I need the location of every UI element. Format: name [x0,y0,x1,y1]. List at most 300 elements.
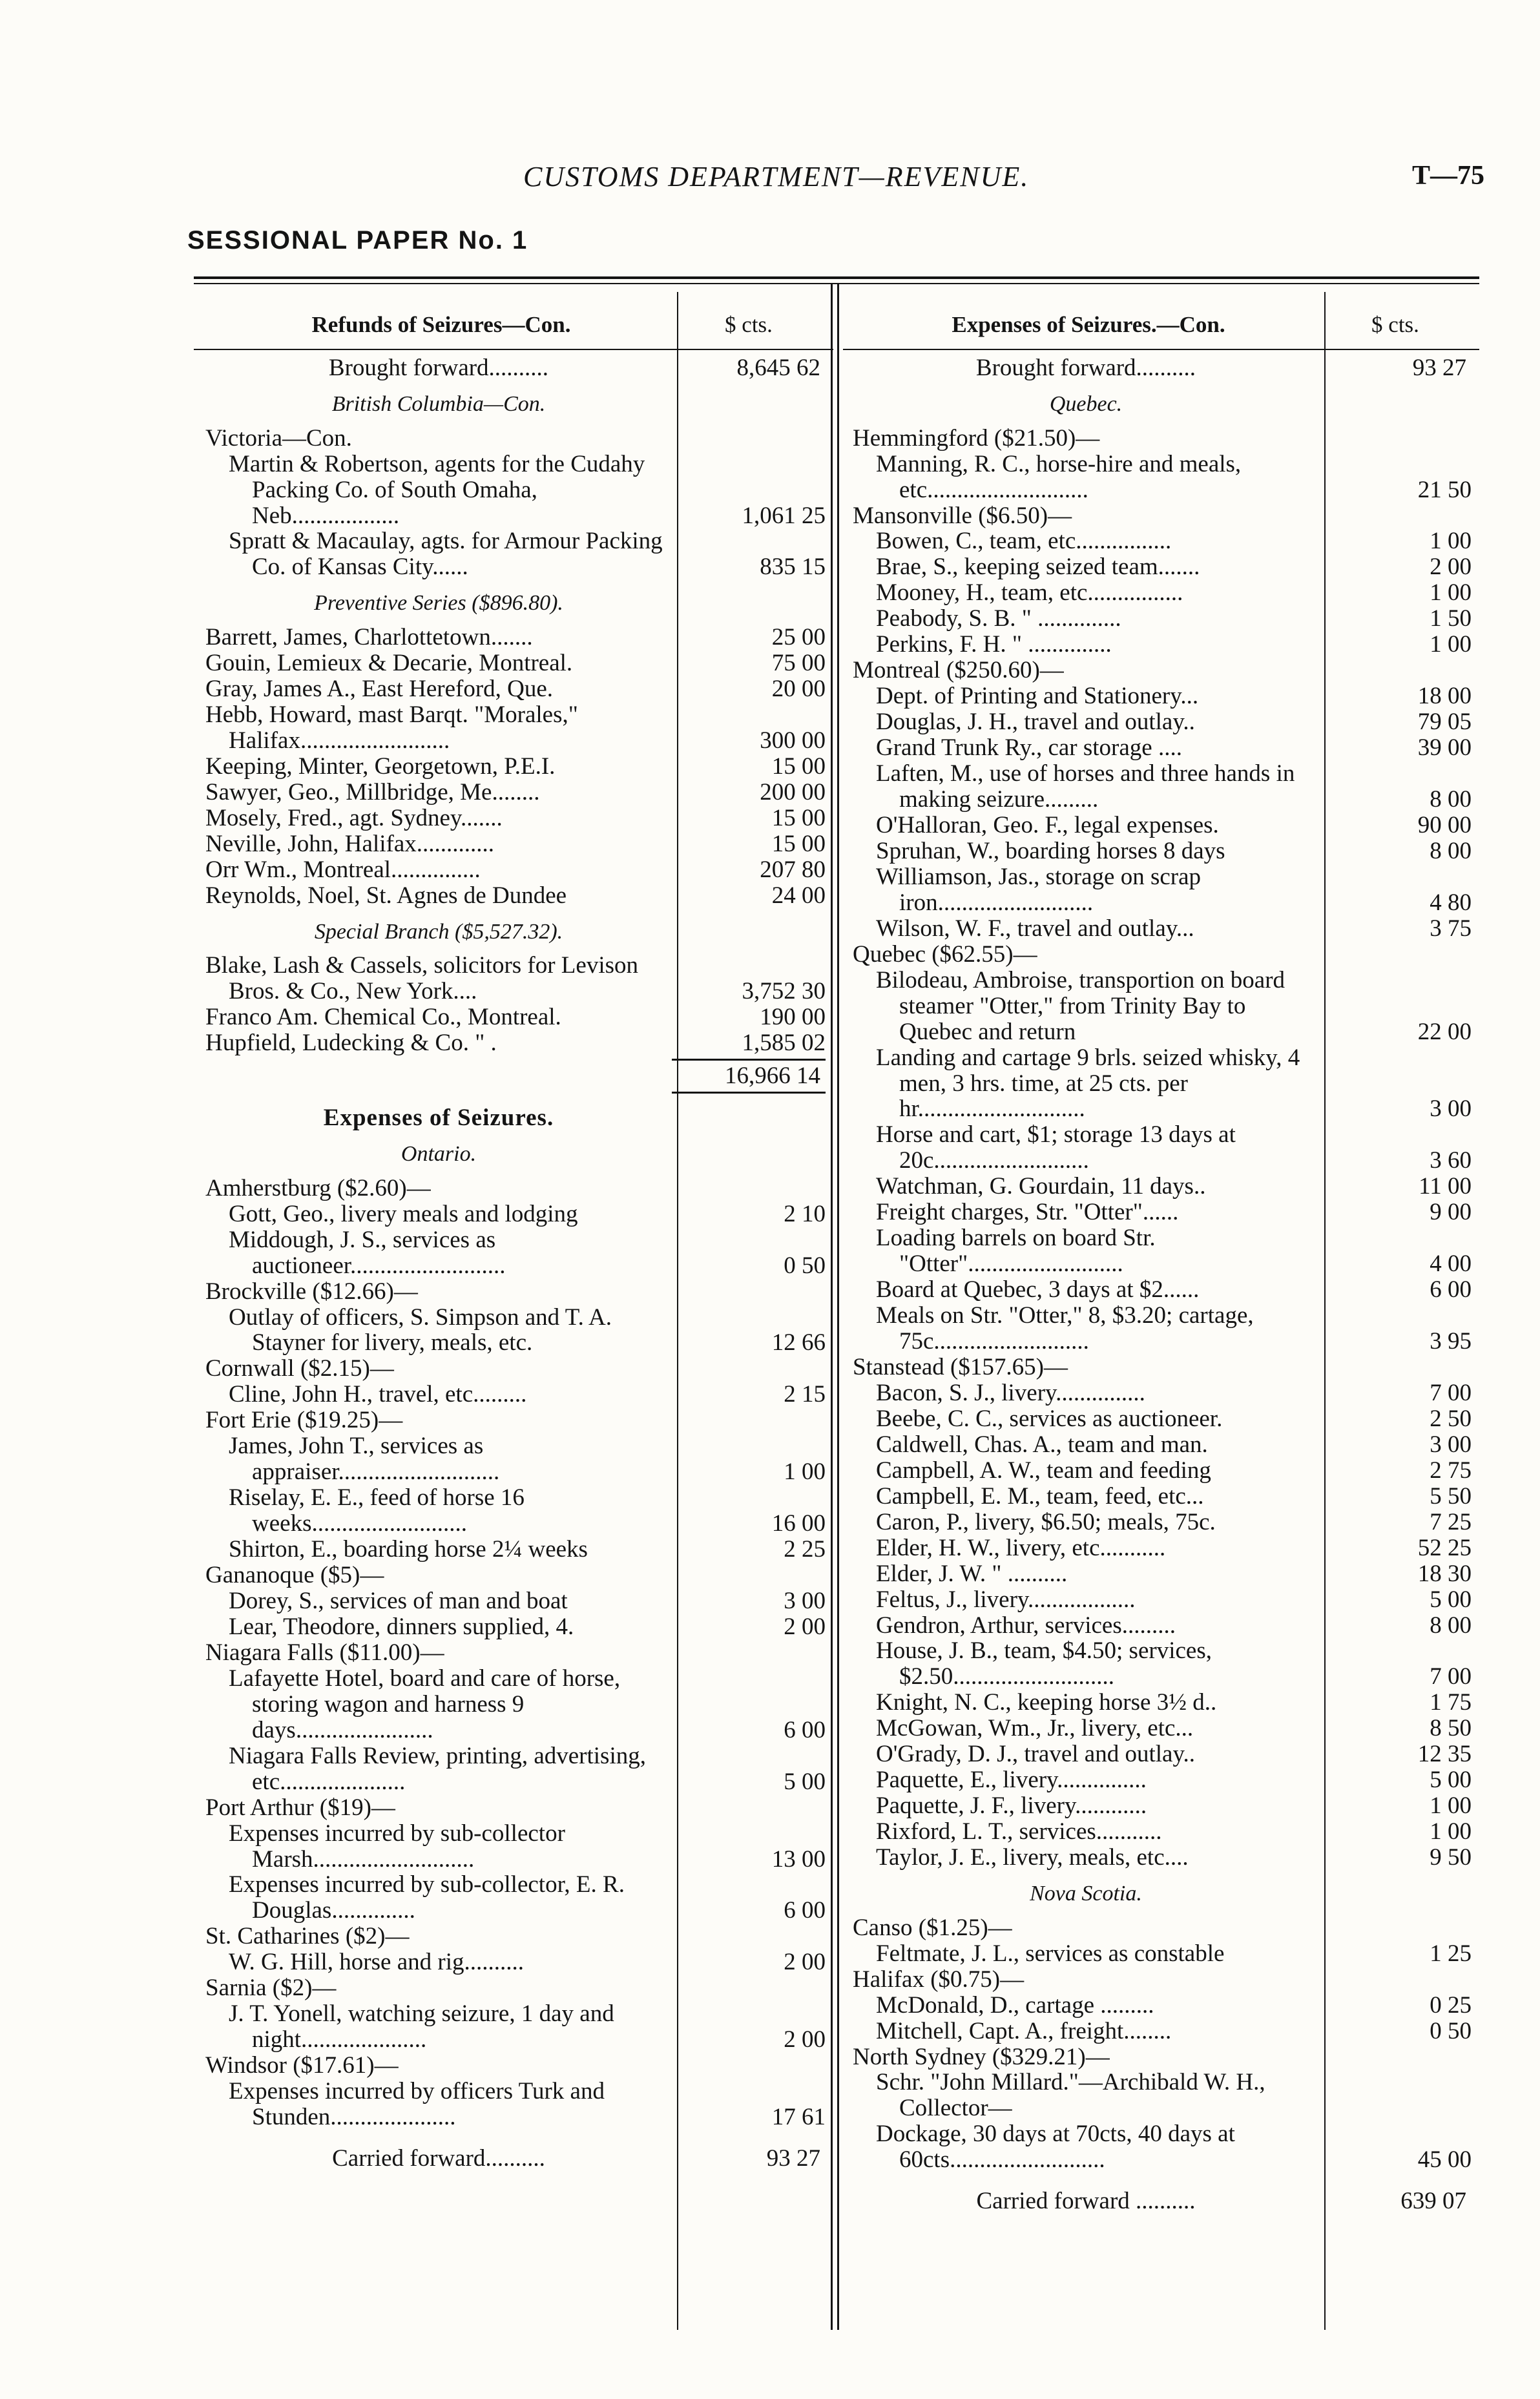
ledger-row-amount: 8,645 62 [736,355,820,381]
ledger-row-amount: 16 00 [771,1510,826,1537]
ledger-row-amount: 52 25 [1417,1534,1472,1561]
ledger-row-amount: 18 00 [1417,683,1472,710]
left-column-heading-row [205,292,831,349]
ledger-row-description: Sawyer, Geo., Millbridge, Me........ [205,778,540,805]
ledger-row-description: Gananoque ($5)— [205,1562,384,1589]
ledger-row [853,761,1477,813]
ledger-row-description: Brockville ($12.66)— [205,1278,418,1305]
ledger-row-description: Spruhan, W., boarding horses 8 days [876,837,1225,864]
ledger-row-description: Laften, M., use of horses and three hands in making seizure......... [876,760,1295,813]
right-column [853,292,1477,2214]
ledger-row-description: Gouin, Lemieux & Decarie, Montreal. [205,650,573,677]
ledger-row-description: Middough, J. S., services as auctioneer.......................... [229,1226,506,1279]
ledger-row-description: Bowen, C., team, etc................ [876,528,1172,555]
ledger-row-amount: 15 00 [771,804,826,831]
ledger-row-description: Carried forward.......... [332,2145,545,2172]
ledger-row-description: Watchman, G. Gourdain, 11 days.. [876,1173,1206,1200]
ledger-row [205,1563,831,1588]
ledger-row-description: Reynolds, Noel, St. Agnes de Dundee [205,882,567,909]
ledger-row-description: Brae, S., keeping seized team....... [876,554,1200,581]
ledger-row-description: Beebe, C. C., services as auctioneer. [876,1405,1223,1432]
ledger-row-description: Freight charges, Str. "Otter"...... [876,1199,1179,1226]
ledger-row [853,393,1477,417]
ledger-row-amount: 3,752 30 [742,978,826,1005]
ledger-row [205,393,831,417]
ledger-row [853,580,1477,606]
ledger-row [853,1277,1477,1303]
ledger-row [853,1690,1477,1716]
ledger-row [853,1045,1477,1123]
ledger-row [853,1915,1477,1941]
ledger-row [853,683,1477,709]
ledger-row-amount: 2 15 [784,1381,826,1408]
ledger-row-amount: 45 00 [1417,2146,1472,2174]
ledger-row-amount: 3 00 [784,1588,826,1614]
ledger-row-description: Bilodeau, Ambroise, transportion on board steamer "Otter," from Trinity Bay to Quebec and return [876,966,1285,1045]
ledger-row [205,1279,831,1305]
ledger-row-description: Victoria—Con. [205,424,352,452]
ledger-row [853,1819,1477,1845]
ledger-row-amount: 0 50 [1430,2017,1472,2044]
ledger-row [205,1382,831,1407]
ledger-row [205,2146,831,2172]
ledger-row [853,2019,1477,2044]
ledger-row-description: Special Branch ($5,527.32). [314,919,563,944]
ledger-row-amount: 2 10 [784,1200,826,1227]
ledger-row-description: Rixford, L. T., services........... [876,1818,1162,1845]
ledger-row-description: Niagara Falls ($11.00)— [205,1639,444,1666]
ledger-row [205,2053,831,2079]
ledger-row [205,1821,831,1873]
ledger-row-amount: 3 60 [1430,1147,1472,1174]
ledger-row-description: Riselay, E. E., feed of horse 16 weeks.......................... [229,1484,525,1537]
ledger-row [205,625,831,650]
ledger-row [205,1795,831,1821]
ledger-row [853,864,1477,916]
ledger-row [205,426,831,452]
ledger-row [205,528,831,580]
ledger-row [205,2001,831,2053]
ledger-row [853,1882,1477,1906]
ledger-row-amount: 0 25 [1430,1991,1472,2019]
ledger-row-amount: 1 00 [784,1459,826,1486]
ledger-row [853,426,1477,452]
ledger-row-description: House, J. B., team, $4.50; services, $2.50........................... [876,1637,1212,1690]
ledger-row-amount: 13 00 [771,1845,826,1873]
top-rule-thick [194,276,1479,279]
ledger-row-description: Taylor, J. E., livery, meals, etc.... [876,1844,1189,1871]
ledger-row [205,650,831,676]
ledger-row-description: Port Arthur ($19)— [205,1794,395,1821]
ledger-row [853,1484,1477,1510]
ledger-row-amount: 8 00 [1430,786,1472,813]
ledger-row-description: Brought forward.......... [328,355,549,381]
ledger-row [205,883,831,909]
ledger-row-description: Expenses incurred by sub-collector, E. R. Douglas.............. [229,1871,625,1924]
ledger-row [853,1355,1477,1380]
ledger-row-description: Expenses incurred by officers Turk and Stunden..................... [229,2078,605,2131]
ledger-row [205,1201,831,1227]
ledger-row-description: Montreal ($250.60)— [853,657,1064,684]
ledger-row-amount: 1,061 25 [742,502,826,529]
ledger-row-amount: 835 15 [760,554,826,581]
ledger-row-amount: 22 00 [1417,1018,1472,1045]
ledger-row-description: Wilson, W. F., travel and outlay... [876,915,1194,942]
ledger-row-amount: 7 00 [1430,1379,1472,1406]
ledger-row [205,857,831,883]
ledger-row-amount: 17 61 [771,2104,826,2131]
ledger-row-description: Blake, Lash & Cassels, solicitors for Levison Bros. & Co., New York.... [205,952,639,1005]
ledger-row-description: Feltus, J., livery.................. [876,1586,1136,1613]
ledger-row-description: Brought forward.......... [975,355,1196,381]
ledger-row-amount: 2 25 [784,1536,826,1563]
ledger-row-amount: 1 50 [1430,605,1472,632]
ledger-row-description: Keeping, Minter, Georgetown, P.E.I. [205,753,556,780]
ledger-row [853,658,1477,683]
ledger-row-amount: 93 27 [1412,355,1466,381]
ledger-row-description: Nova Scotia. [1030,1882,1142,1906]
ledger-row-description: Mitchell, Capt. A., freight........ [876,2017,1172,2044]
ledger-row [853,1716,1477,1741]
ledger-row [205,1614,831,1640]
ledger-row-description: Barrett, James, Charlottetown....... [205,624,533,651]
ledger-row-amount: 3 75 [1430,915,1472,942]
ledger-row-amount: 1 00 [1430,1792,1472,1820]
running-header-title: CUSTOMS DEPARTMENT—REVENUE. [523,161,1030,192]
ledger-row-description: North Sydney ($329.21)— [853,2043,1110,2070]
ledger-row-amount: 15 00 [771,830,826,857]
ledger-row [853,813,1477,838]
ledger-row [853,968,1477,1045]
ledger-row [205,2079,831,2130]
ledger-row-description: Knight, N. C., keeping horse 3½ d.. [876,1689,1217,1716]
ledger-row-description: Hupfield, Ludecking & Co. " . [205,1030,497,1057]
ledger-row [853,1380,1477,1406]
ledger-row [853,1613,1477,1639]
ledger-row-amount: 5 00 [784,1768,826,1795]
ledger-row-description: Feltmate, J. L., services as constable [876,1940,1225,1967]
ledger-row [205,1485,831,1537]
ledger-row [853,1174,1477,1200]
ledger-row [205,1872,831,1924]
ledger-row [853,1432,1477,1458]
ledger-row [853,1767,1477,1793]
ledger-row-amount: 20 00 [771,676,826,703]
ledger-row-amount: 11 00 [1419,1173,1472,1200]
ledger-row [205,754,831,780]
ledger-row-amount: 8 50 [1430,1715,1472,1742]
ledger-row-amount: 200 00 [760,778,826,805]
ledger-row [853,1303,1477,1355]
ledger-row [205,1004,831,1030]
ledger-row-description: Stanstead ($157.65)— [853,1353,1068,1380]
left-column [205,292,831,2172]
ledger-row-description: W. G. Hill, horse and rig.......... [229,1949,524,1976]
ledger-row [853,1741,1477,1767]
ledger-row-description: Cornwall ($2.15)— [205,1355,394,1382]
ledger-row [205,1356,831,1382]
ledger-row-description: Campbell, E. M., team, feed, etc... [876,1482,1204,1510]
ledger-row-description: Dept. of Printing and Stationery... [876,683,1199,710]
ledger-row-description: Campbell, A. W., team and feeding [876,1457,1211,1484]
right-column-rows [853,355,1477,2214]
ledger-row-amount: 5 00 [1430,1767,1472,1794]
ledger-row-description: Schr. "John Millard."—Archibald W. H., Collector— [876,2069,1265,2122]
ledger-row-amount: 9 50 [1430,1844,1472,1871]
ledger-row [853,1793,1477,1819]
ledger-row-amount: 1 00 [1430,631,1472,658]
right-column-heading: Expenses of Seizures.—Con. [952,312,1225,337]
ledger-row-description: St. Catharines ($2)— [205,1923,410,1950]
ledger-row-description: Elder, H. W., livery, etc........... [876,1534,1166,1561]
ledger-row [205,805,831,831]
ledger-row-description: Expenses incurred by sub-collector Marsh........................... [229,1820,565,1873]
ledger-row-amount: 18 30 [1417,1560,1472,1587]
ledger-row-amount: 5 00 [1430,1586,1472,1613]
ledger-row [205,1537,831,1563]
ledger-row [205,780,831,805]
ledger-row-description: Windsor ($17.61)— [205,2052,399,2079]
center-rule-b [837,284,839,2330]
ledger-row-description: Caron, P., livery, $6.50; meals, 75c. [876,1508,1216,1535]
ledger-row-amount: 15 00 [771,753,826,780]
left-column-rows [205,355,831,2172]
ledger-row-amount: 2 75 [1430,1457,1472,1484]
ledger-row-description: Neville, John, Halifax............. [205,830,494,857]
ledger-row-description: James, John T., services as appraiser........................... [229,1433,500,1486]
ledger-row [853,1458,1477,1484]
ledger-row-description: Paquette, E., livery............... [876,1767,1147,1794]
ledger-row-amount: 6 00 [784,1716,826,1743]
ledger-row-description: British Columbia—Con. [331,391,546,416]
ledger-row-amount: 1 00 [1430,528,1472,555]
ledger-row-amount: 90 00 [1417,811,1472,838]
ledger-row-amount: 39 00 [1417,734,1472,762]
ledger-row-amount: 2 00 [1430,554,1472,581]
ledger-row-description: Hebb, Howard, mast Barqt. "Morales," Halifax......................... [205,701,578,754]
ledger-row-description: Amherstburg ($2.60)— [205,1174,431,1201]
ledger-row-description: J. T. Yonell, watching seizure, 1 day and night..................... [229,2000,614,2053]
ledger-row-description: Dockage, 30 days at 70cts, 40 days at 60cts.......................... [876,2121,1235,2174]
ledger-row-description: O'Halloran, Geo. F., legal expenses. [876,811,1219,838]
ledger-row-amount: 79 05 [1417,709,1472,736]
ledger-row-description: Board at Quebec, 3 days at $2...... [876,1276,1200,1303]
ledger-row [853,709,1477,735]
ledger-row-description: McGowan, Wm., Jr., livery, etc... [876,1715,1194,1742]
ledger-row-amount: 4 80 [1430,889,1472,916]
ledger-row-description: Carried forward .......... [976,2188,1196,2215]
ledger-row-description: Expenses of Seizures. [323,1105,554,1132]
ledger-row [853,1638,1477,1690]
ledger-row-description: Mooney, H., team, etc................ [876,579,1183,607]
ledger-row-amount: 12 35 [1417,1741,1472,1768]
ledger-row [853,1845,1477,1871]
ledger-row-amount: 8 00 [1430,837,1472,864]
ledger-row [853,1122,1477,1174]
ledger-row [853,1225,1477,1277]
ledger-row [853,1941,1477,1967]
ledger-row [205,831,831,857]
ledger-row-amount: 1 25 [1430,1940,1472,1967]
ledger-row-amount: 2 50 [1430,1405,1472,1432]
ledger-row-amount: 9 00 [1430,1199,1472,1226]
ledger-row-amount: 24 00 [771,882,826,909]
ledger-row-amount: 0 50 [784,1252,826,1279]
ledger-row-description: Franco Am. Chemical Co., Montreal. [205,1004,561,1031]
ledger-row-description: Perkins, F. H. " .............. [876,631,1112,658]
ledger-row-description: Sarnia ($2)— [205,1975,337,2002]
ledger-row-description: Horse and cart, $1; storage 13 days at 20c.......................... [876,1121,1236,1174]
ledger-row-amount: 3 00 [1430,1431,1472,1458]
ledger-row-description: Outlay of officers, S. Simpson and T. A. Stayner for livery, meals, etc. [229,1303,612,1356]
ledger-row-description: Canso ($1.25)— [853,1914,1012,1941]
ledger-row [205,592,831,616]
ledger-row [205,1305,831,1356]
ledger-row [853,1200,1477,1225]
ledger-row [205,1743,831,1795]
ledger-row [853,503,1477,529]
ledger-row [205,1588,831,1614]
ledger-row [205,1433,831,1485]
ledger-row-amount: 4 00 [1430,1251,1472,1278]
ledger-row [853,1406,1477,1432]
ledger-row [205,702,831,754]
ledger-row [205,1059,831,1094]
ledger-row-amount: 300 00 [760,727,826,754]
sessional-paper-label: SESSIONAL PAPER No. 1 [187,226,528,254]
center-rule-a [831,284,833,2330]
ledger-row-amount: 6 00 [784,1897,826,1924]
ledger-row [853,2188,1477,2214]
ledger-row [205,1949,831,1975]
right-column-heading-row [853,292,1477,349]
ledger-row-description: Douglas, J. H., travel and outlay.. [876,709,1195,736]
ledger-row-amount: 75 00 [771,650,826,677]
ledger-row-amount: 1,585 02 [742,1030,826,1057]
ledger-row [205,1407,831,1433]
ledger-row-description: Gott, Geo., livery meals and lodging [229,1200,578,1227]
ledger-row [853,2070,1477,2121]
ledger-row-amount: 21 50 [1417,476,1472,503]
ledger-row [853,916,1477,942]
ledger-row [205,1030,831,1056]
ledger-row-description: Cline, John H., travel, etc......... [229,1381,527,1408]
ledger-row [853,528,1477,554]
ledger-row [205,1105,831,1131]
ledger-row-amount: 1 75 [1430,1689,1472,1716]
ledger-row-description: Quebec. [1049,391,1123,416]
ledger-row [205,1640,831,1666]
ledger-row-description: Lafayette Hotel, board and care of horse, storing wagon and harness 9 days....................... [229,1665,621,1743]
ledger-row-description: Gray, James A., East Hereford, Que. [205,676,554,703]
ledger-row-description: Loading barrels on board Str. "Otter".......................... [876,1225,1156,1278]
ledger-row-description: O'Grady, D. J., travel and outlay.. [876,1741,1196,1768]
ledger-row-amount: 6 00 [1430,1276,1472,1303]
ledger-row [205,452,831,529]
ledger-row-description: Shirton, E., boarding horse 2¼ weeks [229,1536,588,1563]
ledger-row-description: Spratt & Macaulay, agts. for Armour Packing Co. of Kansas City...... [229,528,663,581]
ledger-row [205,920,831,944]
ledger-row-description: Williamson, Jas., storage on scrap iron.......................... [876,863,1202,916]
ledger-row-amount: 8 00 [1430,1612,1472,1639]
ledger-row-amount: 7 25 [1430,1508,1472,1535]
ledger-row [853,1535,1477,1561]
ledger-row-amount: 2 00 [784,2026,826,2053]
ledger-row-description: Quebec ($62.55)— [853,940,1037,968]
ledger-row-amount: 7 00 [1430,1663,1472,1690]
ledger-row-amount: 2 00 [784,1949,826,1976]
ledger-row [853,1967,1477,1993]
ledger-row-description: McDonald, D., cartage ......... [876,1991,1154,2019]
ledger-row-description: Gendron, Arthur, services......... [876,1612,1176,1639]
top-rule-thin [194,283,1479,284]
ledger-row-amount: 25 00 [771,624,826,651]
ledger-row-description: Caldwell, Chas. A., team and man. [876,1431,1208,1458]
ledger-row-description: Ontario. [401,1142,477,1167]
ledger-row [205,1143,831,1167]
ledger-row-description: Grand Trunk Ry., car storage .... [876,734,1182,762]
ledger-row-description: Manning, R. C., horse-hire and meals, etc........................... [876,450,1242,503]
ledger-row-amount: 207 80 [760,856,826,883]
ledger-row-amount: 5 50 [1430,1482,1472,1510]
ledger-row-description: Landing and cartage 9 brls. seized whisky, 4 men, 3 hrs. time, at 25 cts. per hr............................ [876,1044,1300,1123]
ledger-row-amount: 190 00 [760,1004,826,1031]
ledger-row [853,1510,1477,1535]
ledger-row [853,452,1477,503]
ledger-row [205,355,831,381]
ledger-row [205,1924,831,1949]
ledger-row [853,2121,1477,2173]
ledger-row-description: Elder, J. W. " .......... [876,1560,1068,1587]
ledger-row-amount: 2 00 [784,1613,826,1640]
ledger-row [205,953,831,1004]
ledger-row [205,1176,831,1201]
ledger-row [853,355,1477,381]
ledger-row-description: Mansonville ($6.50)— [853,502,1072,529]
ledger-row-amount: 3 00 [1430,1096,1472,1123]
left-column-heading: Refunds of Seizures—Con. [311,312,571,337]
ledger-row [853,606,1477,632]
ledger-row [853,1587,1477,1613]
ledger-row [853,735,1477,761]
ledger-row-description: Fort Erie ($19.25)— [205,1407,403,1434]
ledger-row [853,1993,1477,2019]
ledger-row-amount: 1 00 [1430,579,1472,607]
ledger-row [853,632,1477,658]
page-number: T—75 [1412,161,1485,191]
ledger-row-description: Preventive Series ($896.80). [314,591,563,616]
ledger-row [205,676,831,702]
ledger-row-description: Peabody, S. B. " .............. [876,605,1121,632]
ledger-row [205,1975,831,2001]
ledger-row-amount: 12 66 [771,1329,826,1356]
ledger-row-description: Halifax ($0.75)— [853,1966,1025,1993]
ledger-row [853,554,1477,580]
ledger-row-description: Mosely, Fred., agt. Sydney....... [205,804,503,831]
right-currency-heading: $ cts. [1371,312,1419,337]
ledger-row-description: Dorey, S., services of man and boat [229,1588,568,1614]
ledger-row-description: Meals on Str. "Otter," 8, $3.20; cartage, 75c.......................... [876,1302,1254,1355]
ledger-row-amount: 93 27 [766,2145,820,2172]
ledger-row [205,1666,831,1743]
ledger-row-amount: 16,966 14 [672,1059,826,1094]
ledger-row-amount: 3 95 [1430,1328,1472,1355]
left-currency-heading: $ cts. [725,312,773,337]
ledger-row [853,2044,1477,2070]
ledger-row [853,838,1477,864]
ledger-row-description: Paquette, J. F., livery............ [876,1792,1147,1820]
ledger-row-description: Bacon, S. J., livery............... [876,1379,1145,1406]
